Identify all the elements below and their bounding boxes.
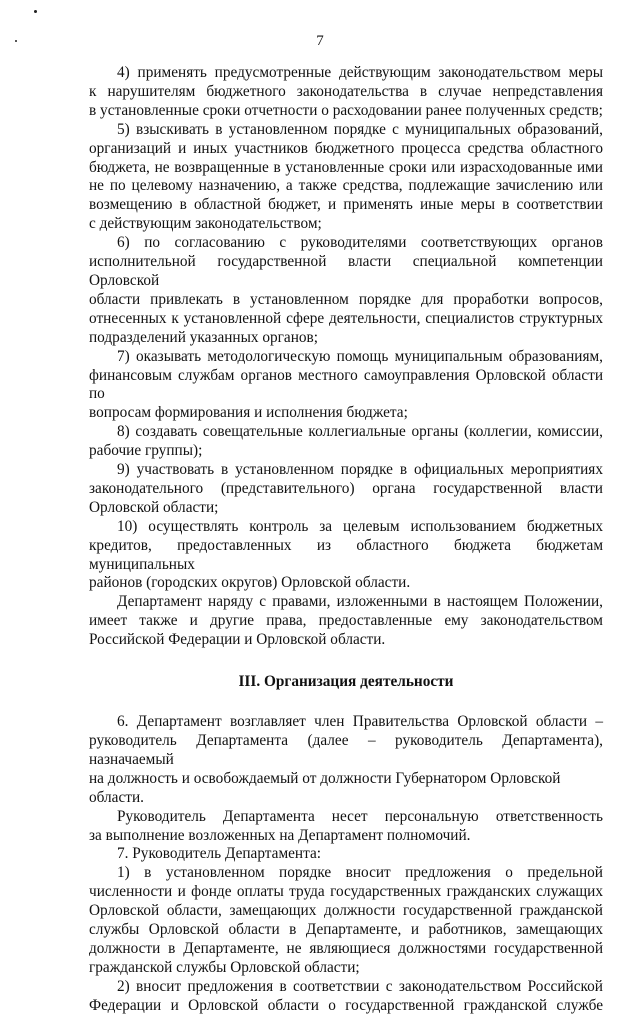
text-line: области привлекать в установленном порядке для проработки вопросов, — [89, 290, 603, 308]
text-line: должности в Департаменте, не являющиеся должностями государственной — [89, 939, 603, 957]
text-line: Федерации и Орловской области о государственной гражданской службе — [89, 996, 603, 1014]
text-line: рабочие группы); — [89, 442, 203, 460]
text-line: возмещению в областной бюджет, и применять иные меры в соответствии — [89, 196, 603, 214]
text-line: 8) создавать совещательные коллегиальные органы (коллегии, комиссии, — [117, 423, 603, 441]
paragraph-point-6 — [89, 713, 603, 808]
text-line: службы Орловской области в Департаменте, и работников, замещающих — [89, 921, 603, 939]
text-line: с действующим законодательством; — [89, 215, 322, 233]
section-title: III. Организация деятельности — [238, 673, 454, 691]
text-line: Департамент наряду с правами, изложенными в настоящем Положении, — [117, 593, 603, 611]
paragraph-item-10 — [89, 518, 603, 594]
paragraph-point-7-1 — [89, 864, 603, 977]
text-line: районов (городских округов) Орловской области. — [89, 574, 411, 592]
paragraph-point-7 — [89, 845, 603, 864]
text-line: 1) в установленном порядке вносит предложения о предельной — [117, 864, 603, 882]
paragraph-item-5 — [89, 121, 603, 234]
text-line: 6. Департамент возглавляет член Правительства Орловской области – — [117, 713, 603, 731]
text-line: бюджета, не возвращенные в установленные сроки или израсходованные ими — [89, 158, 603, 176]
text-line: имеет также и другие права, предоставленные ему законодательством — [89, 612, 603, 630]
document-body — [89, 64, 603, 1016]
text-line: Орловской области, замещающих должности государственной гражданской — [89, 902, 603, 920]
text-line: Российской Федерации и Орловской области. — [89, 631, 386, 649]
text-line: к нарушителям бюджетного законодательства в случае непредставления — [89, 82, 603, 100]
text-line: 9) участвовать в установленном порядке в официальных мероприятиях — [117, 461, 603, 479]
text-line: гражданской службы Орловской области; — [89, 958, 360, 976]
text-line: финансовым службам органов местного самоуправления Орловской области по — [89, 366, 603, 403]
text-line: исполнительной государственной власти специальной компетенции Орловской — [89, 253, 603, 289]
text-line: руководитель Департамента (далее – руководитель Департамента), назначаемый — [89, 732, 603, 768]
text-line: кредитов, предоставленных из областного бюджета бюджетам муниципальных — [89, 536, 603, 573]
page-number: 7 — [316, 33, 324, 49]
paragraph-rights-summary — [89, 593, 603, 650]
text-line: 4) применять предусмотренные действующим законодательством меры — [117, 64, 603, 81]
paragraph-item-7 — [89, 348, 603, 424]
paragraph-item-9 — [89, 461, 603, 518]
text-line: отнесенных к установленной сфере деятельности, специалистов структурных — [89, 309, 603, 327]
text-line: организаций и иных участников бюджетного процесса средства областного — [89, 139, 603, 157]
paragraph-item-6 — [89, 234, 603, 347]
paragraph-item-8 — [89, 423, 603, 461]
paragraph-head-responsibility — [89, 808, 603, 846]
text-line: 7) оказывать методологическую помощь муниципальным образованиям, — [117, 347, 603, 365]
text-line: на должность и освобождаемый от должности Губернатором Орловской области. — [89, 769, 561, 806]
text-line: за выполнение возложенных на Департамент полномочий. — [89, 826, 471, 844]
text-line: численности и фонде оплаты труда государственных гражданских служащих — [89, 883, 603, 901]
scan-speck — [34, 10, 37, 13]
text-line: подразделений указанных органов; — [89, 328, 319, 346]
paragraph-item-4 — [89, 64, 603, 121]
text-line: вопросам формирования и исполнения бюджета; — [89, 404, 408, 422]
text-line: 2) вносит предложения в соответствии с законодательством Российской — [117, 977, 603, 995]
text-line: 10) осуществлять контроль за целевым использованием бюджетных — [117, 517, 603, 535]
text-line: законодательного (представительного) органа государственной власти — [89, 479, 603, 497]
text-line: Орловской области; — [89, 498, 219, 516]
text-line: 7. Руководитель Департамента: — [117, 845, 322, 863]
text-line: не по целевому назначению, а также средства, подлежащие зачислению или — [89, 177, 603, 195]
text-line: Руководитель Департамента несет персональную ответственность — [117, 807, 603, 825]
paragraph-point-7-2 — [89, 978, 603, 1016]
text-line: в установленные сроки отчетности о расходовании ранее полученных средств; — [89, 101, 603, 119]
text-line: 6) по согласованию с руководителями соответствующих органов — [117, 234, 603, 252]
text-line: 5) взыскивать в установленном порядке с муниципальных образований, — [117, 120, 603, 138]
